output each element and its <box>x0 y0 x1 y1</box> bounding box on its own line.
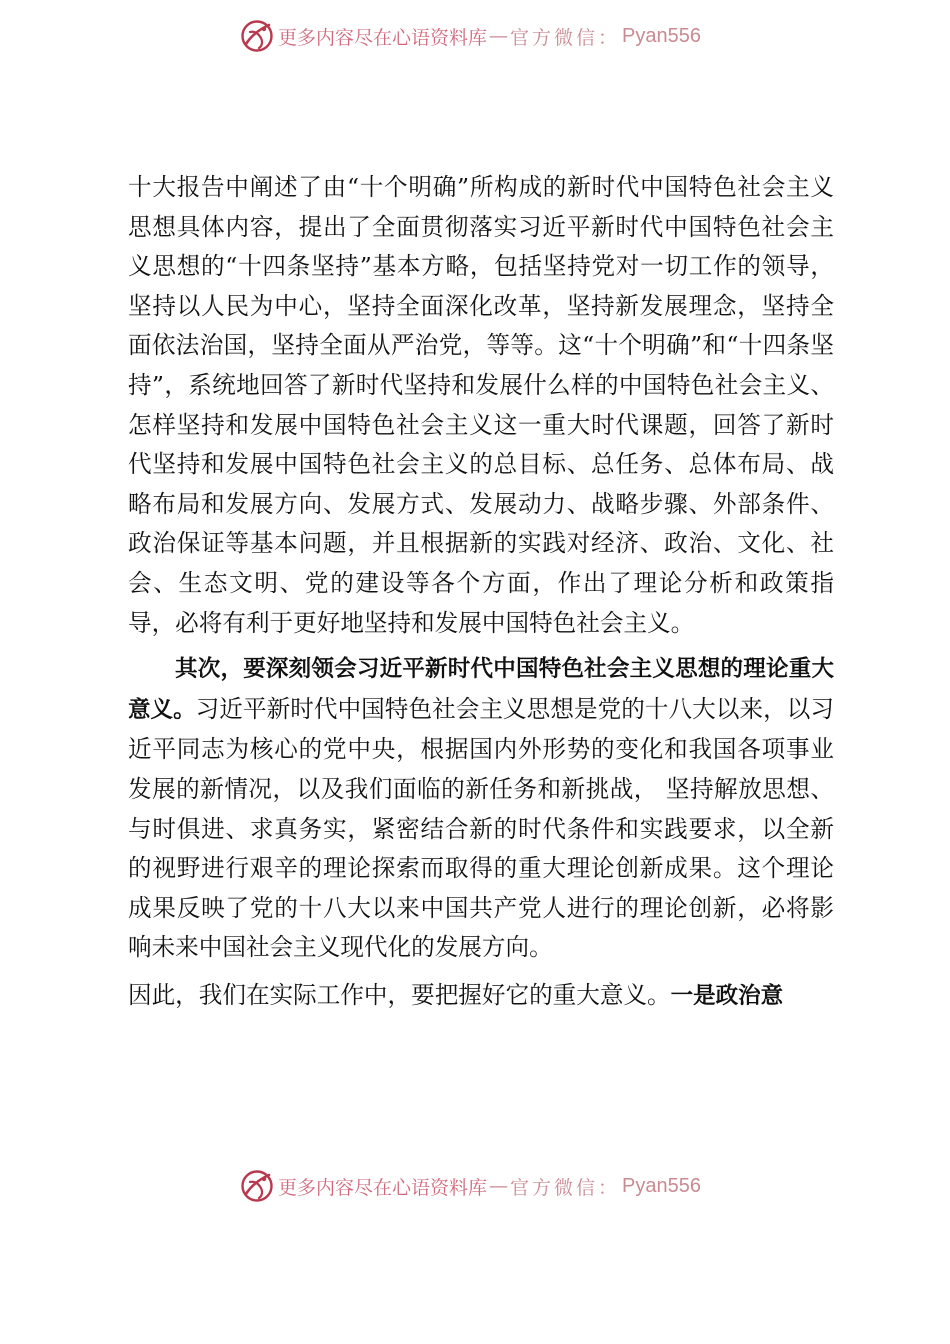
paragraph-2-heading: 其次，要深刻领会习近平新时代中国特色社会主义思想的理论重大意义。 <box>128 656 834 723</box>
footer-separator: — <box>489 1175 509 1197</box>
footer-promo-text: 更多内容尽在心语资料库 <box>278 1176 488 1199</box>
paragraph-3-bold: 一是政治意 <box>670 982 784 1009</box>
header-wechat-id: Pyan556 <box>622 24 701 47</box>
header-promo-text: 更多内容尽在心语资料库 <box>278 26 488 49</box>
header-wechat-label: 官方微信： <box>510 26 621 49</box>
paragraph-2-text: 习近平新时代中国特色社会主义思想是党的十八大以来，以习近平同志为核心的党中央，根据国内外形势的变化和我国各项事业发展的新情况，以及我们面临的新任务和新挑战， 坚持解放思想、与时俱进、求真务实，紧密结合新的时代条件和实践要求，以全新的视野进行艰辛的理论探索而取得的重大理论创新成果。这个理论成果反映了党的十八大以来中国共产党人进行的理论创新，必将影响未来中国社会主义现代化的发展方向。 <box>128 694 834 962</box>
footer-wechat-id: Pyan556 <box>622 1174 701 1197</box>
header-banner <box>240 16 701 56</box>
watermark-logo-icon <box>240 1169 274 1203</box>
watermark-logo-icon <box>240 19 274 53</box>
footer-wechat-label: 官方微信： <box>510 1176 621 1199</box>
paragraph-2 <box>128 649 834 968</box>
footer-banner <box>240 1166 701 1206</box>
paragraph-3 <box>128 976 834 1017</box>
paragraph-1: 十大报告中阐述了由“十个明确”所构成的新时代中国特色社会主义思想具体内容，提出了全面贯彻落实习近平新时代中国特色社会主义思想的“十四条坚持”基本方略，包括坚持党对一切工作的领导，坚持以人民为中心，坚持全面深化改革，坚持新发展理念，坚持全面依法治国，坚持全面从严治党，等等。这“十个明确”和“十四条坚持”，系统地回答了新时代坚持和发展什么样的中国特色社会主义、怎样坚持和发展中国特色社会主义这一重大时代课题，回答了新时代坚持和发展中国特色社会主义的总目标、总任务、总体布局、战略布局和发展方向、发展方式、发展动力、战略步骤、外部条件、政治保证等基本问题，并且根据新的实践对经济、政治、文化、社会、生态文明、党的建设等各个方面，作出了理论分析和政策指导，必将有利于更好地坚持和发展中国特色社会主义。 <box>128 173 834 637</box>
header-separator: — <box>489 25 509 47</box>
document-body <box>128 168 834 1016</box>
paragraph-3-text: 因此，我们在实际工作中，要把握好它的重大意义。 <box>128 980 671 1009</box>
